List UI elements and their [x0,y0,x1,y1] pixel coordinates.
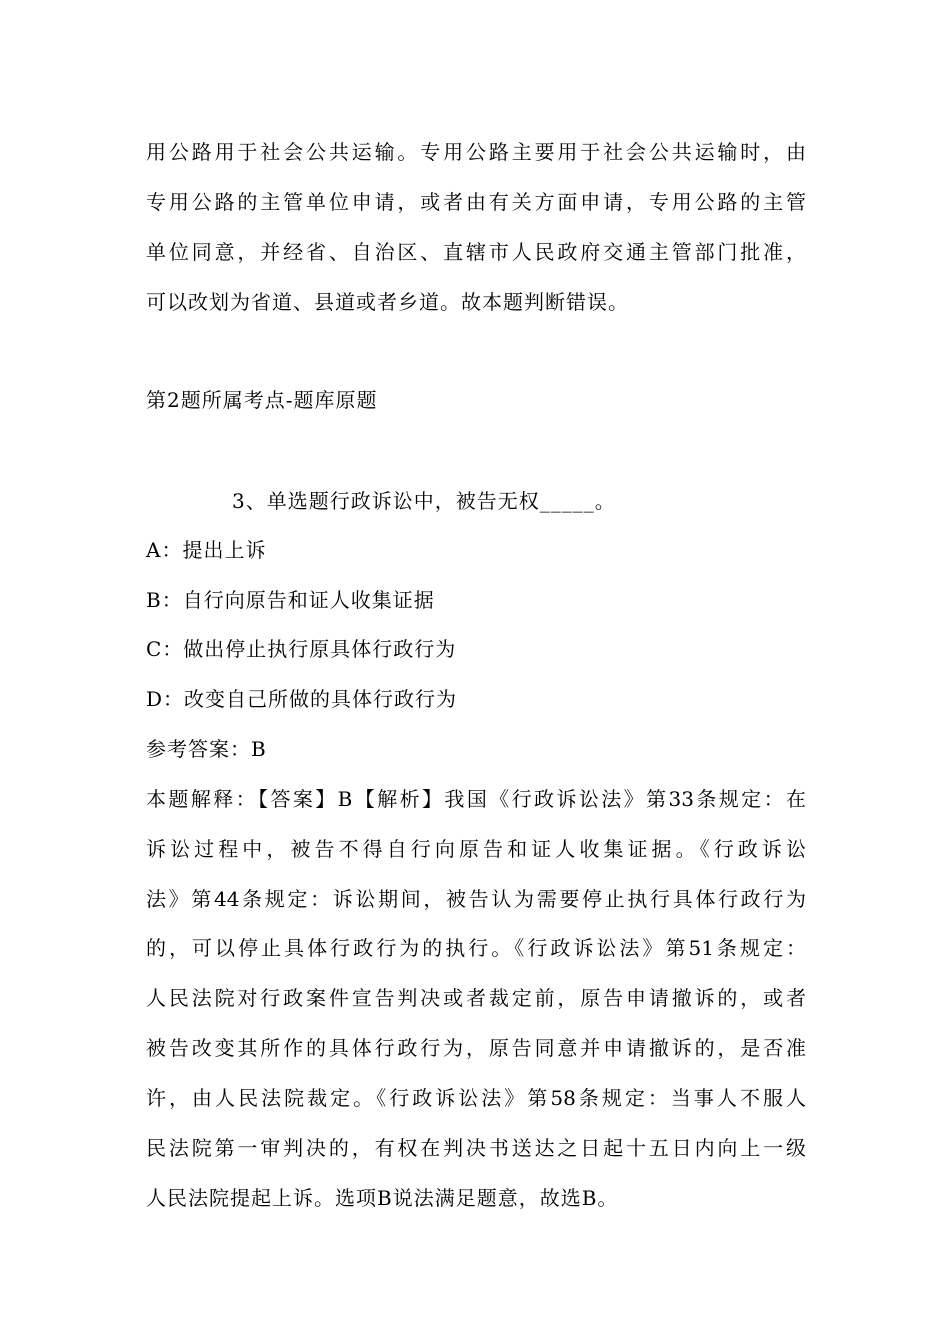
explanation-line: 人民法院提起上诉。选项B说法满足题意，故选B。 [146,1186,619,1210]
explanation-line: 民法院第一审判决的，有权在判决书送达之日起十五日内向上一级 [146,1136,806,1160]
paragraph-line: 可以改划为省道、县道或者乡道。故本题判断错误。 [146,290,629,314]
answer-line: 参考答案：B [146,737,267,761]
question-stem: 3、单选题行政诉讼中，被告无权_____。 [232,489,616,513]
explanation-line: 本题解释：【答案】B【解析】我国《行政诉讼法》第33条规定：在 [146,787,806,811]
explanation-line: 的，可以停止具体行政行为的执行。《行政诉讼法》第51条规定： [146,936,806,960]
option-a: A：提出上诉 [146,538,267,562]
explanation-line: 被告改变其所作的具体行政行为，原告同意并申请撤诉的，是否准 [146,1036,806,1060]
explanation-line: 人民法院对行政案件宣告判决或者裁定前，原告申请撤诉的，或者 [146,986,806,1010]
option-d: D：改变自己所做的具体行政行为 [146,687,458,711]
explanation-line: 许，由人民法院裁定。《行政诉讼法》第58条规定：当事人不服人 [146,1086,806,1110]
section-label: 第2题所属考点-题库原题 [146,388,378,412]
option-c: C：做出停止执行原具体行政行为 [146,637,457,661]
explanation-line: 法》第44条规定：诉讼期间，被告认为需要停止执行具体行政行为 [146,887,806,911]
paragraph-line: 专用公路的主管单位申请，或者由有关方面申请，专用公路的主管 [146,190,806,214]
explanation-line: 诉讼过程中，被告不得自行向原告和证人收集证据。《行政诉讼 [146,837,806,861]
option-b: B：自行向原告和证人收集证据 [146,588,435,612]
paragraph-line: 单位同意，并经省、自治区、直辖市人民政府交通主管部门批准， [146,240,806,264]
paragraph-line: 用公路用于社会公共运输。专用公路主要用于社会公共运输时，由 [146,140,806,164]
